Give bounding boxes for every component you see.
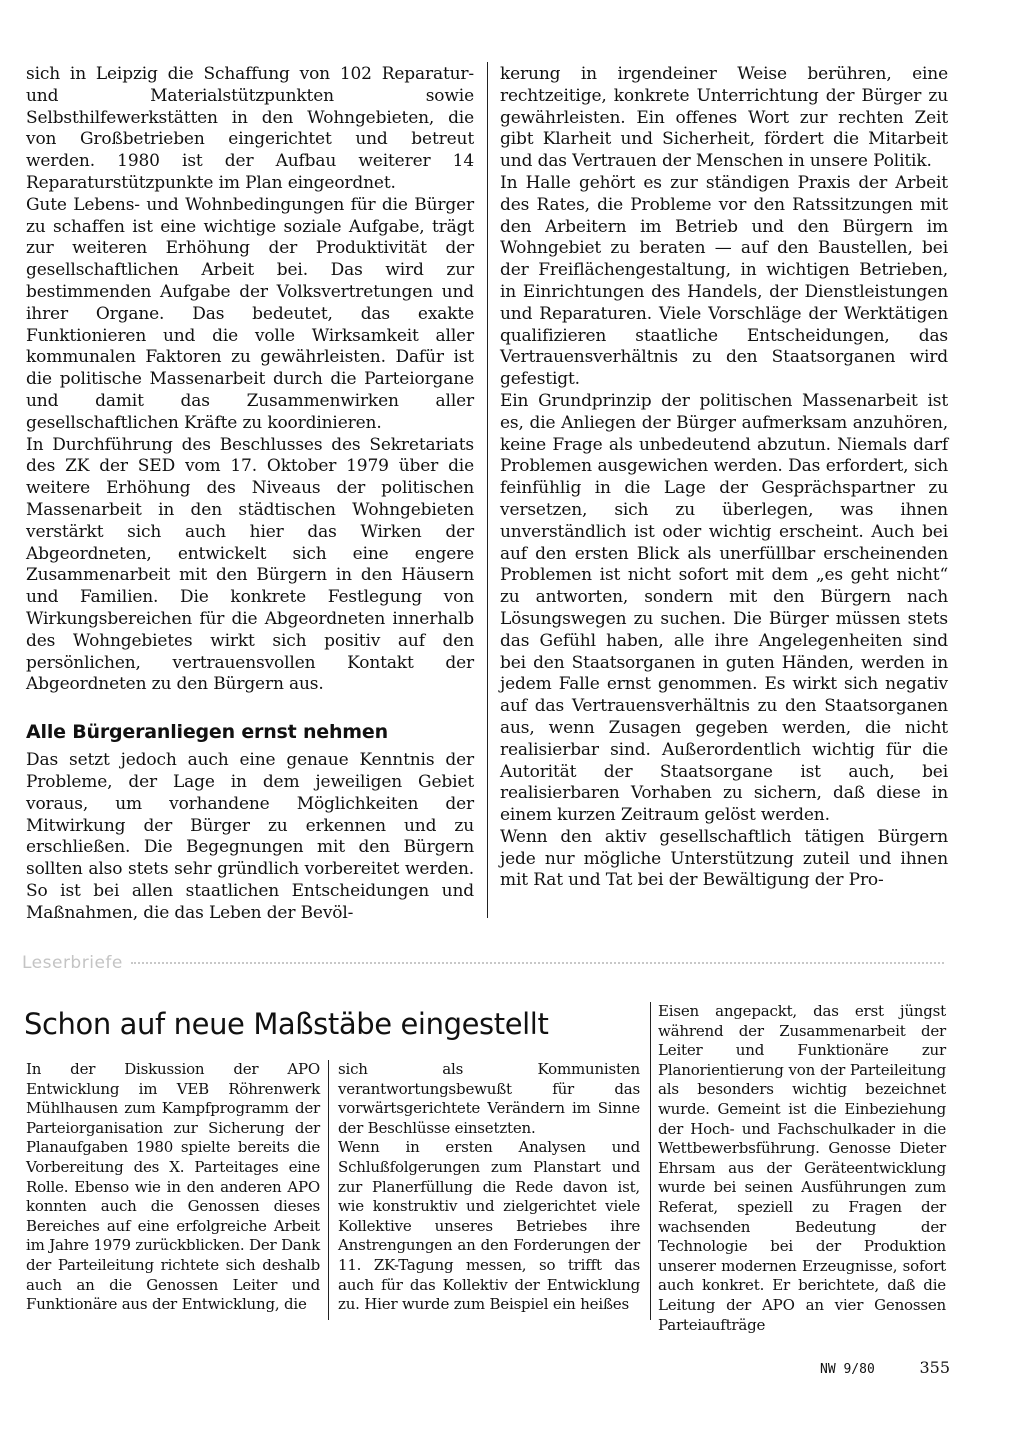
column-divider <box>328 1060 329 1320</box>
paragraph: Ein Grundprinzip der politischen Massenarbeit ist es, die Anliegen der Bürger aufmerksam anzuhören, keine Frage als unbedeutend abzutun. Niemals darf Problemen ausgewichen werden. Das erfordert, sich feinfühlig in die Lage der Gesprächspartner zu versetzen, sich zu überlegen, was ihnen unverständlich ist oder wichtig erscheint. Auch bei auf den ersten Blick als unerfüllbar erscheinenden Problemen ist nicht sofort mit dem „es geht nicht“ zu antworten, sondern mit den Bürgern nach Lösungswegen zu suchen. Die Bürger müssen stets das Gefühl haben, alle ihre Angelegenheiten sind bei den Staatsorganen in guten Händen, werden in jedem Falle ernst genommen. Es wirkt sich negativ auf das Vertrauensverhältnis zu den Staatsorganen aus, wenn Zusagen gegeben werden, die nicht realisierbar sind. Außerordentlich wichtig für die Autorität der Staatsorgane ist auch, bei realisierbaren Vorhaben zu sichern, daß diese in einem kurzen Zeitraum gelöst werden. <box>500 390 948 826</box>
paragraph: sich als Kommunisten verantwortungsbewußt für das vorwärtsgerichtete Verändern im Sinne der Beschlüsse einsetzten. <box>338 1060 640 1137</box>
issue-label: NW 9/80 <box>820 1362 875 1377</box>
paragraph: Wenn den aktiv gesellschaftlich tätigen Bürgern jede nur mögliche Unterstützung zuteil und ihnen mit Rat und Tat bei der Bewältigung der Pro- <box>500 826 948 891</box>
column-divider <box>487 62 488 918</box>
section-label: Leserbriefe <box>22 953 123 973</box>
paragraph: Das setzt jedoch auch eine genaue Kenntnis der Probleme, der Lage in dem jeweiligen Gebiet voraus, um vorhandene Möglichkeiten der Mitwirkung der Bürger zu erkennen und zu erschließen. Die Begegnungen mit den Bürgern sollten also stets sehr gründlich vorbereitet werden. So ist bei allen staatlichen Entscheidungen und Maßnahmen, die das Leben der Bevöl- <box>26 750 474 923</box>
letter-headline: Schon auf neue Maßstäbe eingestellt <box>24 1007 549 1041</box>
paragraph: sich in Leipzig die Schaffung von 102 Reparatur- und Materialstützpunkten sowie Selbsthilfewerkstätten in den Wohngebieten, die von Großbetrieben eingerichtet und betreut werden. 1980 ist der Aufbau weiterer 14 Reparaturstützpunkte im Plan eingeordnet. <box>26 64 474 193</box>
paragraph: In Halle gehört es zur ständigen Praxis der Arbeit des Rates, die Probleme vor den Ratssitzungen mit den Arbeitern im Betrieb und den Bürgern im Wohngebiet zu beraten — auf den Baustellen, bei der Freiflächengestaltung, in wichtigen Betrieben, in Einrichtungen des Handels, der Dienstleistungen und Reparaturen. Viele Vorschläge der Werktätigen qualifizieren staatliche Entscheidungen, das Vertrauensverhältnis zu den Staatsorganen wird gefestigt. <box>500 172 948 390</box>
column-divider <box>650 1002 651 1320</box>
page-footer <box>820 1358 950 1377</box>
dotted-rule <box>131 962 944 964</box>
subheading: Alle Bürgeranliegen ernst nehmen <box>26 721 388 744</box>
page-number: 355 <box>919 1358 950 1377</box>
article-column-right <box>500 64 948 892</box>
paragraph: kerung in irgendeiner Weise berühren, eine rechtzeitige, konkrete Unterrichtung der Bürger zu gewährleisten. Ein offenes Wort zur rechten Zeit gibt Klarheit und Sicherheit, fördert die Mitarbeit und das Vertrauen der Menschen in unsere Politik. <box>500 64 948 172</box>
letter-column-2 <box>338 1060 640 1315</box>
article-column-left <box>26 64 474 924</box>
section-strip <box>22 952 944 974</box>
paragraph: In der Diskussion der APO Entwicklung im VEB Röhrenwerk Mühlhausen zum Kampfprogramm der Parteiorganisation zur Sicherung der Planaufgaben 1980 spielte bereits die Vorbereitung des X. Parteitages eine Rolle. Ebenso wie in den anderen APO konnten auch die Genossen dieses Bereiches auf eine erfolgreiche Arbeit im Jahre 1979 zurückblicken. Der Dank der Parteileitung richtete sich deshalb auch an die Genossen Leiter und Funktionäre aus der Entwicklung, die <box>26 1060 320 1314</box>
paragraph: Gute Lebens- und Wohnbedingungen für die Bürger zu schaffen ist eine wichtige soziale Aufgabe, trägt zur weiteren Erhöhung der Produktivität der gesellschaftlichen Arbeit bei. Das wird zur bestimmenden Aufgabe der Volksvertretungen und ihrer Organe. Das bedeutet, das exakte Funktionieren und die volle Wirksamkeit aller kommunalen Faktoren zu gewährleisten. Dafür ist die politische Massenarbeit durch die Parteiorgane und damit das Zusammenwirken aller gesellschaftlichen Kräfte zu koordinieren. <box>26 194 474 433</box>
letter-column-3 <box>658 1002 946 1335</box>
paragraph: In Durchführung des Beschlusses des Sekretariats des ZK der SED vom 17. Oktober 1979 über die weitere Erhöhung des Niveaus der politischen Massenarbeit in den städtischen Wohngebieten verstärkt sich auch hier das Wirken der Abgeordneten, entwickelt sich eine engere Zusammenarbeit mit den Bürgern in den Häusern und Familien. Die konkrete Festlegung von Wirkungsbereichen für die Abgeordneten innerhalb des Wohngebietes wirkt sich positiv auf den persönlichen, vertrauensvollen Kontakt der Abgeordneten zu den Bürgern aus. <box>26 434 474 695</box>
paragraph: Wenn in ersten Analysen und Schlußfolgerungen zum Planstart und zur Planerfüllung die Rede davon ist, wie konstruktiv und zielgerichtet viele Kollektive unseres Betriebes ihre Anstrengungen an den Forderungen der 11. ZK-Tagung messen, so trifft das auch für das Kollektiv der Entwicklung zu. Hier wurde zum Beispiel ein heißes <box>338 1138 640 1314</box>
paragraph: Eisen angepackt, das erst jüngst während der Zusammenarbeit der Leiter und Funktionäre zur Planorientierung von der Parteileitung als besonders wichtig bezeichnet wurde. Gemeint ist die Einbeziehung der Hoch- und Fachschulkader in die Wettbewerbsführung. Genosse Dieter Ehrsam aus der Geräteentwicklung wurde bei seinen Ausführungen zum Referat, speziell zu Fragen der wachsenden Bedeutung der Technologie bei der Produktion unserer modernen Erzeugnisse, sofort auch konkret. Er berichtete, daß die Leitung der APO an vier Genossen Parteiaufträge <box>658 1002 946 1334</box>
letter-column-1 <box>26 1060 320 1315</box>
